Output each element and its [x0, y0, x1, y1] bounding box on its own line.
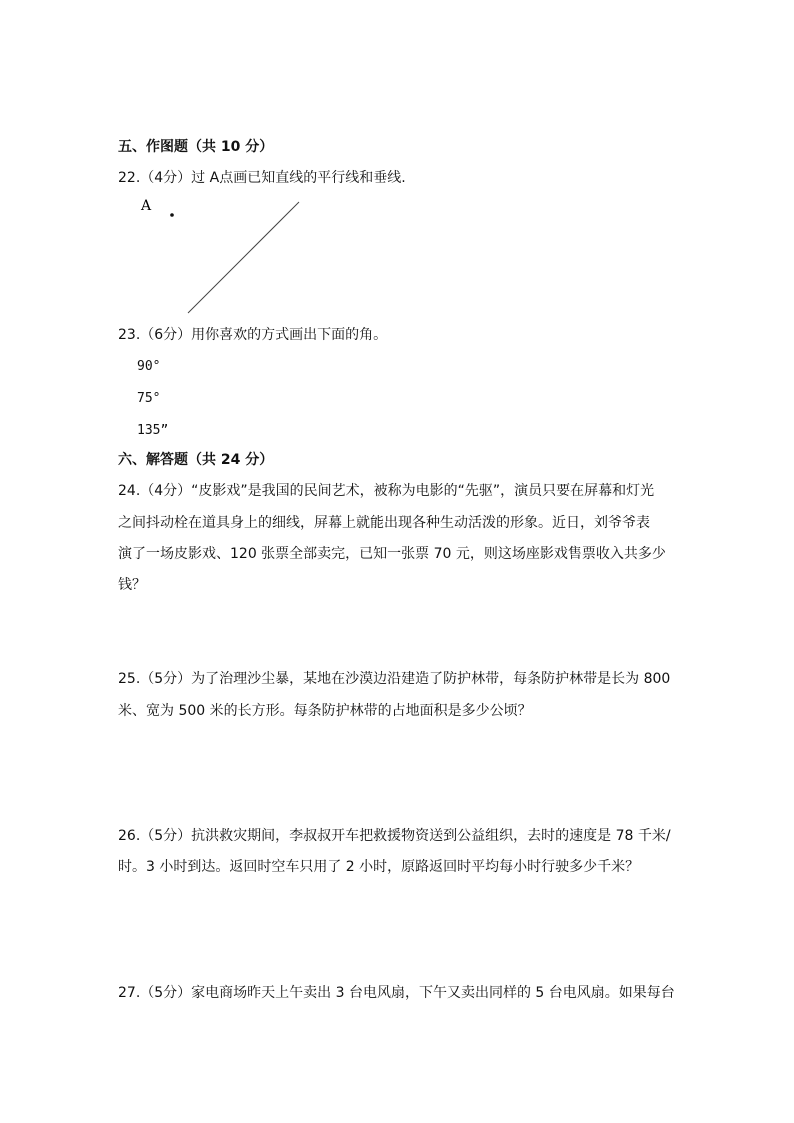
question-26-line: 26.（5分）抗洪救灾期间，李叔叔开车把救援物资送到公益组织，去时的速度是 78 千米/: [118, 828, 671, 844]
question-25-line: 米、宽为 500 米的长方形。每条防护林带的占地面积是多少公顷？: [118, 703, 532, 719]
question-24-line: 24.（4分）“皮影戏”是我国的民间艺术，被称为电影的“先驱”，演员只要在屏幕和灯光: [118, 483, 655, 499]
question-25-line: 25.（5分）为了治理沙尘暴，某地在沙漠边沿建造了防护林带，每条防护林带是长为 800: [118, 671, 671, 687]
question-23-text: 23.（6分）用你喜欢的方式画出下面的角。: [118, 327, 388, 343]
section-heading-drawing: 五、作图题（共 10 分）: [118, 139, 274, 155]
question-24-line: 之间抖动栓在道具身上的细线，屏幕上就能出现各种生动活泼的形象。近日，刘爷爷表: [118, 515, 650, 531]
question-22-figure: [130, 195, 310, 320]
given-line: [188, 202, 299, 313]
angle-item: 75°: [137, 391, 161, 406]
section-heading-answers: 六、解答题（共 24 分）: [118, 452, 274, 468]
question-24-line: 钱？: [118, 577, 146, 593]
question-24-line: 演了一场皮影戏、120 张票全部卖完，已知一张票 70 元，则这场座影戏售票收入共多少: [118, 546, 666, 562]
point-a-dot: [170, 213, 174, 217]
question-26-line: 时。3 小时到达。返回时空车只用了 2 小时，原路返回时平均每小时行驶多少千米？: [118, 859, 640, 875]
angle-item: 90°: [137, 359, 161, 374]
question-22-text: 22.（4分）过 A点画已知直线的平行线和垂线.: [118, 170, 406, 186]
angle-item: 135”: [137, 423, 169, 438]
point-a-label: A: [141, 198, 152, 214]
question-27-line: 27.（5分）家电商场昨天上午卖出 3 台电风扇，下午又卖出同样的 5 台电风扇。如果每台: [118, 985, 675, 1001]
